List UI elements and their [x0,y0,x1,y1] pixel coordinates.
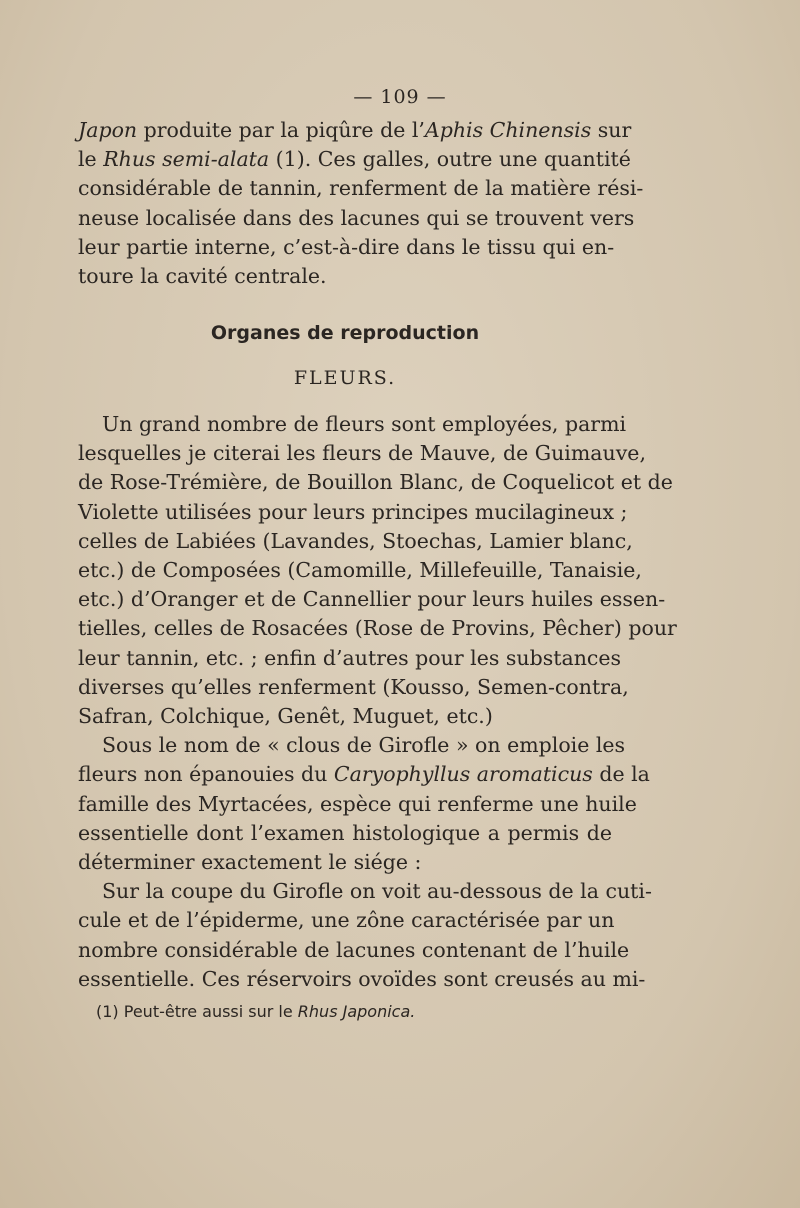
text-line [78,498,628,527]
text-line [78,233,615,262]
text-span: (1). Ces galles, outre une quantité [269,147,631,172]
text-line [78,644,622,673]
text-span: leur partie interne, c’est-à-dire dans le tissu qui en- [78,234,615,259]
text-line [78,174,644,203]
text-span: Rhus semi-alata [103,147,270,172]
text-span: Rhus Japonica. [297,1002,416,1021]
text-span: sur [591,118,632,142]
text-line [78,965,646,994]
text-span: considérable de tannin, renferment de la matière rési- [78,176,644,201]
text-line [78,204,635,233]
text-span: essentielle. Ces réservoirs ovoïdes sont creusés au mi- [78,966,646,991]
text-span: Caryophyllus aromaticus [333,762,593,787]
text-span: essentielle dont l’examen histologique a permis de [78,820,612,845]
text-span: tielles, celles de Rosacées (Rose de Provins, Pêcher) pour [78,616,677,641]
text-span: Sous le nom de « clous de Girofle » on emploie les [102,733,626,758]
text-line [78,877,652,906]
text-line [78,819,612,848]
text-line [78,262,612,291]
text-span: Aphis Chinensis [424,118,592,142]
text-span: fleurs non épanouies du [78,762,334,787]
text-span: toure la cavité centrale. [78,264,327,289]
section-subheading: FLEURS. [293,367,397,389]
text-span: celles de Labiées (Lavandes, Stoechas, Lamier blanc, [78,528,633,553]
intro-paragraph [78,116,644,291]
text-line [78,702,612,731]
text-span: neuse localisée dans des lacunes qui se trouvent vers [78,205,635,230]
text-line [78,410,627,439]
text-line [78,673,629,702]
body-text [78,410,677,994]
text-line [78,760,650,789]
text-span: lesquelles je citerai les fleurs de Mauve, de Guimauve, [78,441,646,466]
text-span: de Rose-Trémière, de Bouillon Blanc, de Coquelicot et de [78,470,673,495]
text-span: de la [592,762,650,787]
text-span: le [78,147,104,172]
text-span: déterminer exactement le siége : [78,850,422,875]
text-line [78,527,633,556]
text-line [78,936,630,965]
text-span: Violette utilisées pour leurs principes mucilagineux ; [78,499,628,524]
text-span: Un grand nombre de fleurs sont employées, parmi [102,412,627,436]
text-line [78,585,666,614]
text-span: produite par la piqûre de l’ [137,118,425,142]
text-span: etc.) de Composées (Camomille, Millefeuille, Tanaisie, [78,558,642,583]
text-line [78,556,642,585]
text-line [78,848,612,877]
text-line [78,468,673,497]
text-span: etc.) d’Oranger et de Cannellier pour leurs huiles essen- [78,587,666,612]
text-span: Japon [78,118,138,142]
text-span: diverses qu’elles renferment (Kousso, Semen-contra, [78,674,629,699]
text-line [78,439,646,468]
text-line [78,906,615,935]
text-span: Sur la coupe du Girofle on voit au-dessous de la cuti- [102,879,652,904]
text-line [78,790,637,819]
text-line [78,614,677,643]
text-line [78,731,626,760]
section-heading: Organes de reproduction [210,322,480,344]
page-number: — 109 — [353,86,447,108]
text-line [78,116,632,145]
text-span: cule et de l’épiderme, une zône caractérisée par un [78,908,615,933]
text-line [78,145,631,174]
text-span: nombre considérable de lacunes contenant de l’huile [78,937,630,962]
text-span: leur tannin, etc. ; enfin d’autres pour les substances [78,645,622,670]
text-span: Safran, Colchique, Genêt, Muguet, etc.) [78,704,493,729]
text-span: famille des Myrtacées, espèce qui renferme une huile [78,791,637,816]
footnote [96,1002,415,1021]
text-span: (1) Peut-être aussi sur le [96,1002,298,1021]
